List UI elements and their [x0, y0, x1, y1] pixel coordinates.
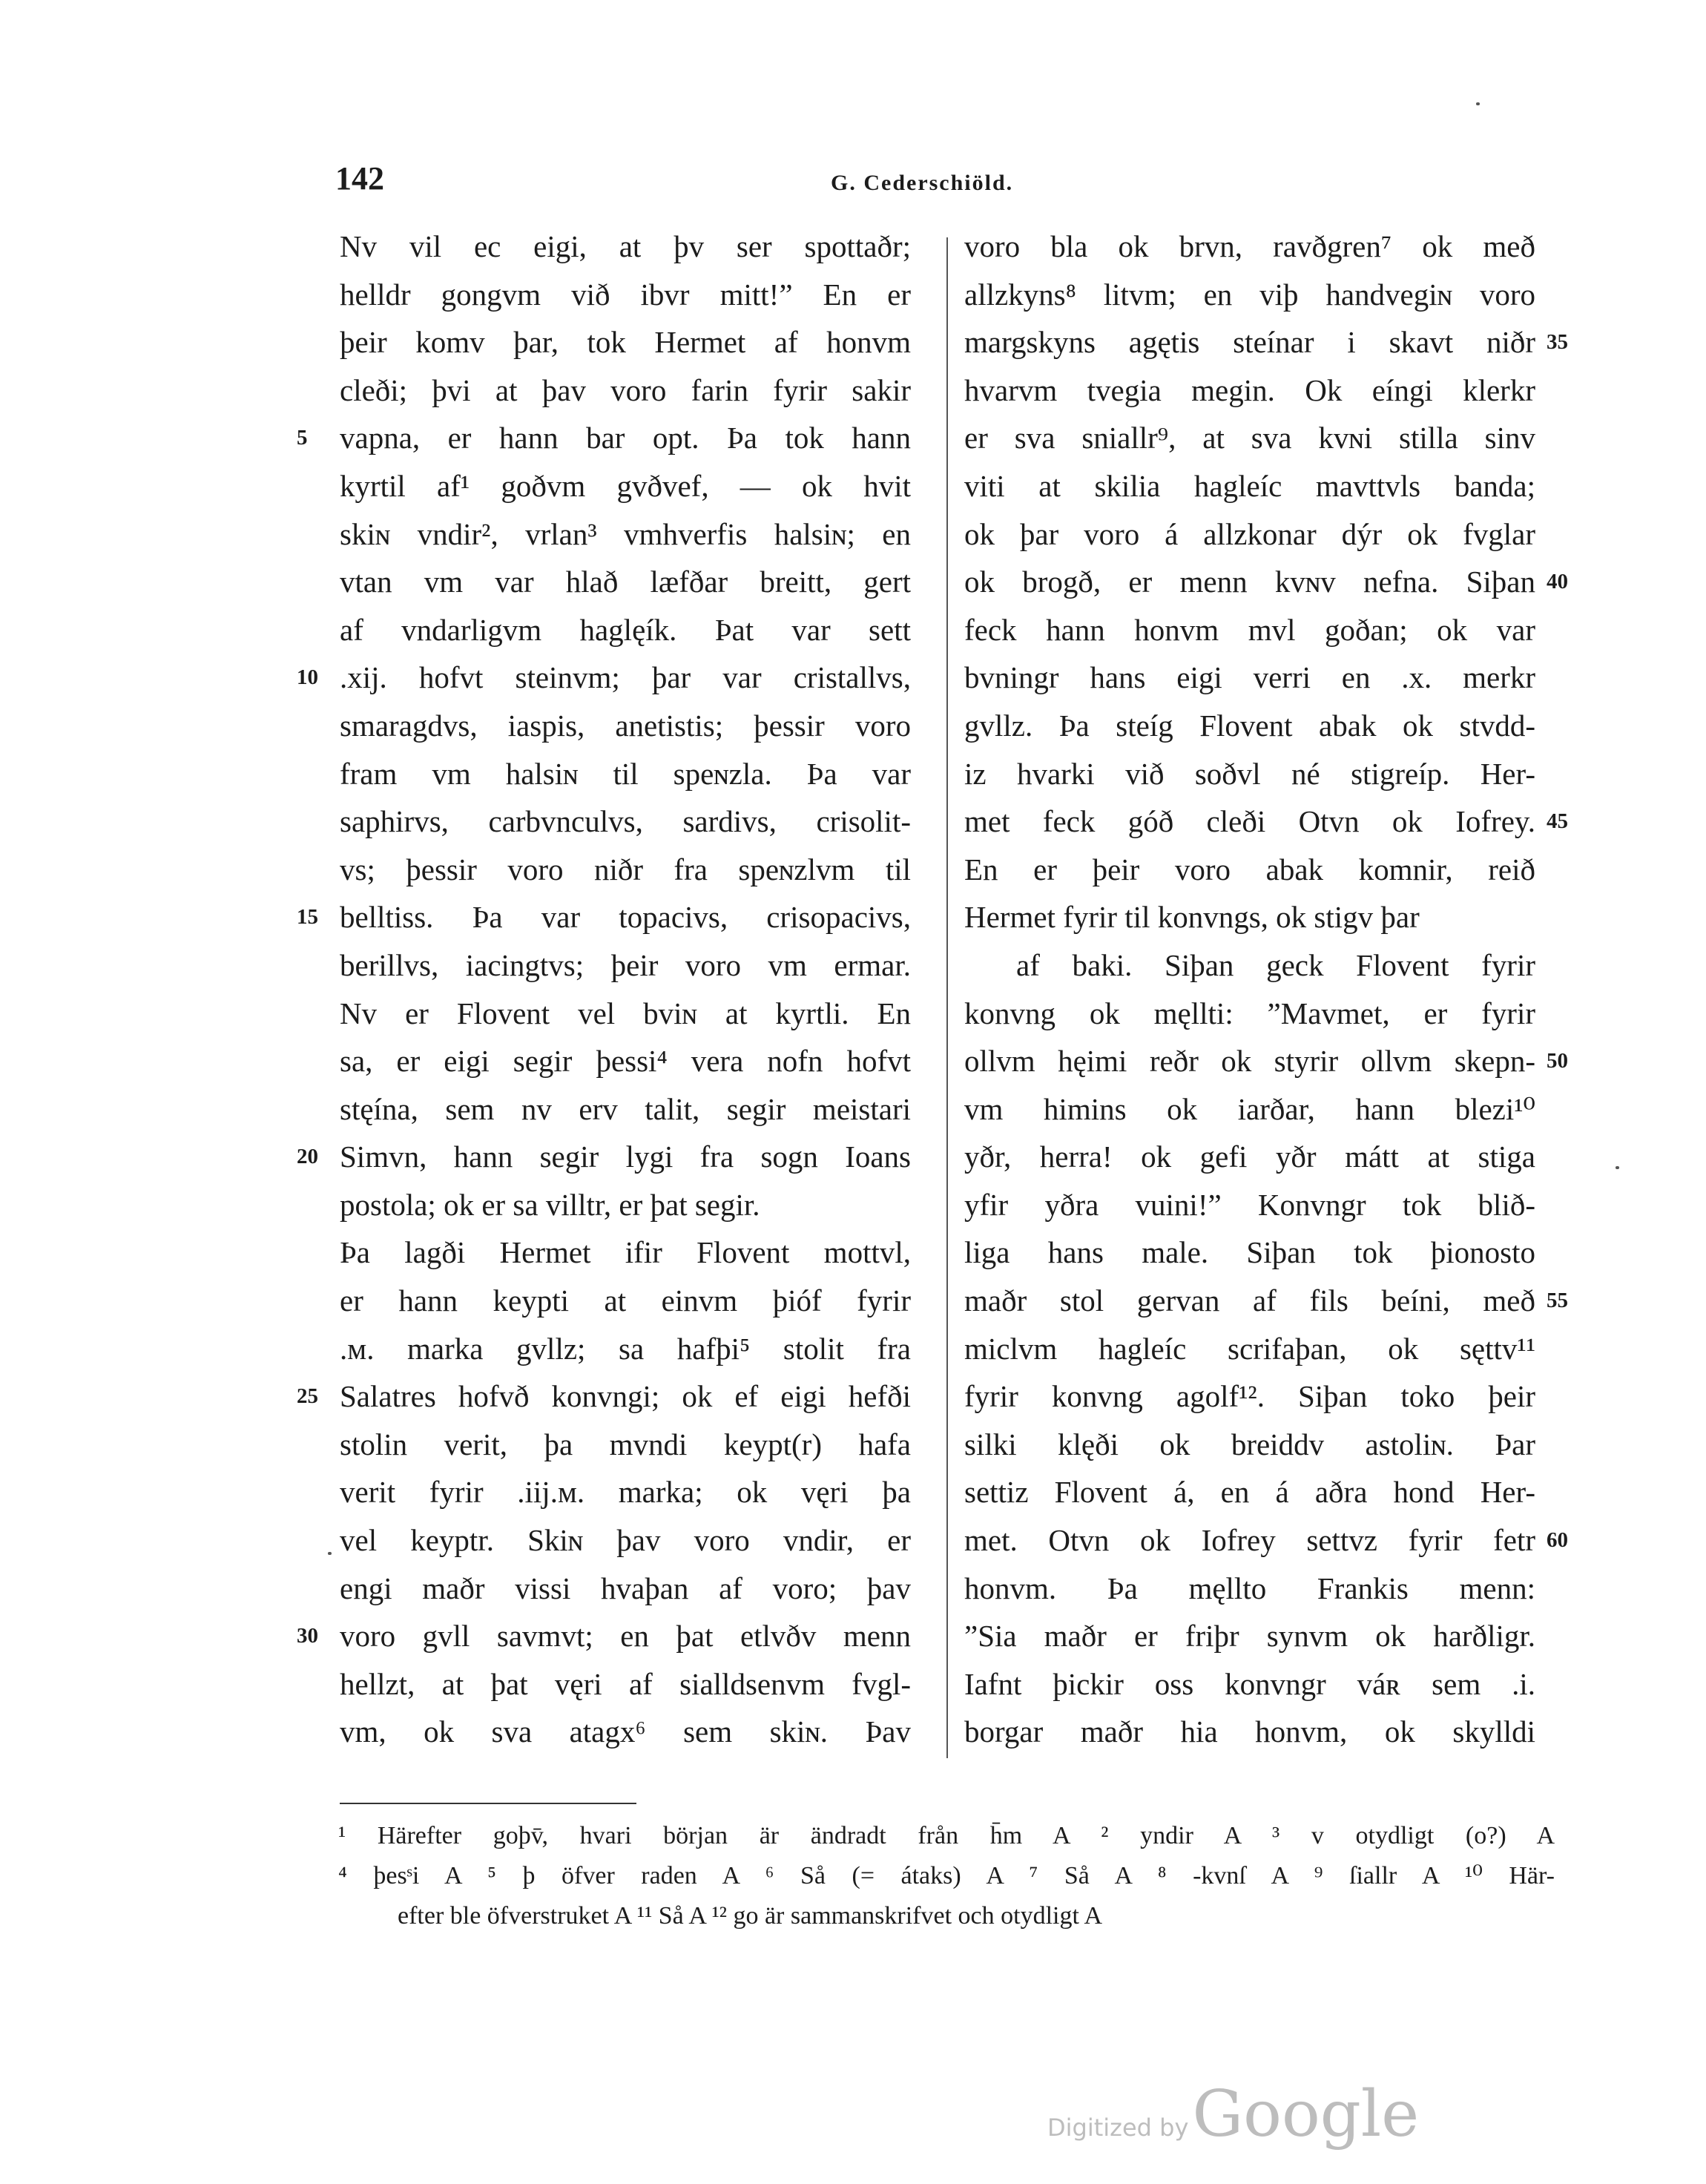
line-text: vm, ok sva atagx⁶ sem skiɴ. Þav	[340, 1714, 911, 1749]
text-line	[340, 1660, 911, 1708]
text-line	[964, 941, 1535, 990]
text-line	[964, 414, 1535, 462]
text-line	[297, 414, 911, 462]
text-line	[340, 1181, 911, 1229]
footnote-line: efter ble öfverstruket A ¹¹ Så A ¹² go är sammanskrifvet och otydligt A	[398, 1902, 1103, 1930]
text-line	[964, 1372, 1535, 1421]
google-logo: Google	[1192, 2077, 1420, 2151]
text-line	[340, 1516, 911, 1565]
line-text: vel keyptr. Skiɴ þav voro vndir, er	[340, 1523, 911, 1558]
text-line	[964, 1325, 1535, 1373]
text-line	[340, 510, 911, 559]
line-text: vs; þessir voro niðr fra speɴzlvm til	[340, 852, 911, 887]
column-divider	[946, 237, 948, 1758]
line-text: Nv vil ec eigi, at þv ser spottaðr;	[340, 229, 911, 263]
google-watermark	[1047, 2077, 1419, 2151]
running-head: G. Cederschiöld.	[831, 171, 1014, 195]
text-line	[340, 846, 911, 894]
footnote-rule	[340, 1803, 636, 1804]
line-text: met. Otvn ok Iofrey settvz fyrir fetr	[964, 1523, 1535, 1558]
line-text: Salatres hofvð konvngi; ok ef eigi hefði	[340, 1379, 911, 1414]
text-line	[964, 702, 1535, 750]
line-text: ok þar voro á allzkonar dýr ok fvglar	[964, 516, 1535, 551]
line-text: skiɴ vndir², vrlan³ vmhverfis halsiɴ; en	[340, 516, 911, 551]
text-line	[964, 223, 1535, 271]
text-line	[964, 1037, 1568, 1085]
text-line	[964, 606, 1535, 654]
line-text: bvningr hans eigi verri en .x. merkr	[964, 660, 1535, 695]
text-line	[340, 1468, 911, 1516]
text-line	[964, 1133, 1535, 1181]
text-line	[964, 318, 1568, 366]
text-line	[340, 1325, 911, 1373]
line-text: En er þeir voro abak komnir, reið	[964, 852, 1535, 887]
text-line	[340, 797, 911, 846]
line-number: 30	[297, 1624, 318, 1648]
text-line	[297, 654, 911, 702]
text-line	[964, 1421, 1535, 1469]
line-text: liga hans male. Siþan tok þionosto	[964, 1235, 1535, 1270]
line-text: hellzt, at þat vęri af sialldsenvm fvgl-	[340, 1666, 911, 1701]
line-text: iz hvarki við soðvl né stigreíp. Her-	[964, 756, 1535, 791]
text-line	[964, 1612, 1535, 1660]
text-line	[297, 1612, 911, 1660]
text-line	[340, 750, 911, 798]
text-line	[964, 1228, 1535, 1277]
text-line	[340, 1085, 911, 1134]
line-number: 35	[1547, 330, 1568, 355]
line-text: Þa lagði Hermet ifir Flovent mottvl,	[340, 1235, 911, 1270]
line-text: Simvn, hann segir lygi fra sogn Ioans	[340, 1139, 911, 1174]
line-text: hvarvm tvegia megin. Ok eíngi klerkr	[964, 372, 1535, 407]
line-text: feck hann honvm mvl goðan; ok var	[964, 612, 1535, 647]
text-line	[340, 558, 911, 606]
line-text: Hermet fyrir til konvngs, ok stigv þar	[964, 900, 1420, 935]
text-line	[964, 1181, 1535, 1229]
text-line	[340, 1421, 911, 1469]
text-line	[964, 1565, 1535, 1613]
line-text: engi maðr vissi hvaþan af voro; þav	[340, 1570, 911, 1605]
line-text: fyrir konvng agolf¹². Siþan toko þeir	[964, 1379, 1535, 1414]
line-number: 5	[297, 426, 308, 450]
watermark-prefix: Digitized by	[1047, 2114, 1189, 2142]
line-number: 50	[1547, 1049, 1568, 1073]
text-line	[297, 1372, 911, 1421]
text-line	[964, 366, 1535, 415]
line-text: margskyns agętis steínar i skavt niðr	[964, 325, 1535, 360]
line-text: stolin verit, þa mvndi keypt(r) hafa	[340, 1427, 911, 1461]
line-text: konvng ok męllti: ”Mavmet, er fyrir	[964, 996, 1535, 1030]
text-line	[964, 893, 1535, 941]
text-line	[964, 654, 1535, 702]
line-number: 60	[1547, 1528, 1568, 1553]
page-number: 142	[335, 160, 384, 197]
line-text: honvm. Þa męllto Frankis menn:	[964, 1570, 1535, 1605]
line-text: helldr gongvm við ibvr mitt!” En er	[340, 277, 911, 312]
line-text: kyrtil af¹ goðvm gvðvef, — ok hvit	[340, 468, 911, 503]
text-line	[964, 1085, 1535, 1134]
line-number: 15	[297, 905, 318, 930]
text-line	[964, 750, 1535, 798]
line-text: yðr, herra! ok gefi yðr mátt at stiga	[964, 1139, 1535, 1174]
line-text: .ᴍ. marka gvllz; sa hafþi⁵ stolit fra	[340, 1331, 911, 1366]
line-text: maðr stol gervan af fils beíni, með	[964, 1283, 1535, 1318]
left-column	[297, 223, 911, 1756]
text-line	[340, 606, 911, 654]
text-line	[340, 1228, 911, 1277]
line-text: met feck góð cleði Otvn ok Iofrey.	[964, 804, 1535, 839]
text-line	[964, 1468, 1535, 1516]
line-text: vapna, er hann bar opt. Þa tok hann	[340, 421, 911, 455]
line-text: saphirvs, carbvnculvs, sardivs, crisolit-	[340, 804, 911, 839]
line-number: 20	[297, 1145, 318, 1169]
text-line	[340, 462, 911, 510]
line-text: voro bla ok brvn, ravðgren⁷ ok með	[964, 229, 1535, 263]
footnote-line: ¹ Härefter goþv̄, hvari början är ändradt från h̄m A ² yndir A ³ v otydligt (o?) A	[338, 1822, 1555, 1849]
line-text: er hann keypti at einvm þióf fyrir	[340, 1283, 911, 1318]
line-number: 45	[1547, 809, 1568, 834]
line-text: ”Sia maðr er friþr synvm ok harðligr.	[964, 1619, 1535, 1654]
line-number: 55	[1547, 1289, 1568, 1313]
text-line	[964, 1277, 1568, 1325]
line-text: vtan vm var hlað læfðar breitt, gert	[340, 565, 911, 599]
line-text: ok brogð, er menn kvɴv nefna. Siþan	[964, 565, 1535, 599]
line-text: Nv er Flovent vel bviɴ at kyrtli. En	[340, 996, 911, 1030]
text-line	[964, 797, 1568, 846]
scan-speck	[1616, 1166, 1619, 1169]
text-line	[964, 510, 1535, 559]
text-line	[340, 366, 911, 415]
text-line	[964, 271, 1535, 319]
line-text: stęína, sem nv erv talit, segir meistari	[340, 1091, 911, 1126]
line-number: 10	[297, 665, 318, 690]
text-line	[964, 1708, 1535, 1756]
text-line	[297, 893, 911, 941]
text-line	[340, 1708, 911, 1756]
footnotes	[338, 1816, 1555, 1936]
text-line	[340, 223, 911, 271]
text-line	[340, 1277, 911, 1325]
line-text: gvllz. Þa steíg Flovent abak ok stvdd-	[964, 708, 1535, 743]
line-text: er sva sniallr⁹, at sva kvɴi stilla sinv	[964, 421, 1535, 455]
text-line	[340, 941, 911, 990]
scan-speck	[328, 1552, 332, 1555]
line-text: cleði; þvi at þav voro farin fyrir sakir	[340, 372, 911, 407]
right-column	[964, 223, 1568, 1756]
line-text: sa, er eigi segir þessi⁴ vera nofn hofvt	[340, 1044, 911, 1079]
line-text: yfir yðra vuini!” Konvngr tok blið-	[964, 1187, 1535, 1222]
line-text: ollvm hęimi reðr ok styrir ollvm skepn-	[964, 1044, 1535, 1079]
text-line	[964, 1516, 1568, 1565]
line-text: fram vm halsiɴ til speɴzla. Þa var	[340, 756, 911, 791]
line-text: miclvm hagleíc scrifaþan, ok sęttv¹¹	[964, 1331, 1535, 1366]
text-line	[964, 1660, 1535, 1708]
text-line	[340, 271, 911, 319]
line-text: viti at skilia hagleíc mavttvls banda;	[964, 468, 1535, 503]
line-number: 25	[297, 1384, 318, 1409]
line-number: 40	[1547, 570, 1568, 594]
text-line	[964, 846, 1535, 894]
text-line	[340, 1037, 911, 1085]
text-line	[340, 702, 911, 750]
line-text: voro gvll savmvt; en þat etlvðv menn	[340, 1619, 911, 1654]
line-text: silki klęði ok breiddv astoliɴ. Þar	[964, 1427, 1535, 1461]
footnote-line: ⁴ þesˢi A ⁵ þ öfver raden A ⁶ Så (= átaks) A ⁷ Så A ⁸ -kvnſ A ⁹ ſiallr A ¹⁰ Här-	[338, 1862, 1555, 1889]
line-text: smaragdvs, iaspis, anetistis; þessir voro	[340, 708, 911, 743]
text-line	[964, 558, 1568, 606]
line-text: af baki. Siþan geck Flovent fyrir	[1016, 947, 1535, 982]
line-text: settiz Flovent á, en á aðra hond Her-	[964, 1475, 1535, 1510]
text-line	[340, 1565, 911, 1613]
line-text: postola; ok er sa villtr, er þat segir.	[340, 1187, 760, 1222]
line-text: .xij. hofvt steinvm; þar var cristallvs,	[340, 660, 911, 695]
text-line	[297, 1133, 911, 1181]
text-line	[340, 318, 911, 366]
text-line	[340, 990, 911, 1038]
line-text: Iafnt þickir oss konvngr váʀ sem .i.	[964, 1666, 1535, 1701]
text-line	[964, 990, 1535, 1038]
line-text: belltiss. Þa var topacivs, crisopacivs,	[340, 900, 911, 935]
line-text: verit fyrir .iij.ᴍ. marka; ok vęri þa	[340, 1475, 911, 1510]
line-text: vm himins ok iarðar, hann blezi¹⁰	[964, 1091, 1535, 1126]
line-text: allzkyns⁸ litvm; en viþ handvegiɴ voro	[964, 277, 1535, 312]
line-text: af vndarligvm haglęík. Þat var sett	[340, 612, 911, 647]
text-line	[964, 462, 1535, 510]
line-text: borgar maðr hia honvm, ok skylldi	[964, 1714, 1535, 1749]
scan-speck	[1476, 102, 1480, 105]
line-text: þeir komv þar, tok Hermet af honvm	[340, 325, 911, 360]
line-text: berillvs, iacingtvs; þeir voro vm ermar.	[340, 947, 911, 982]
